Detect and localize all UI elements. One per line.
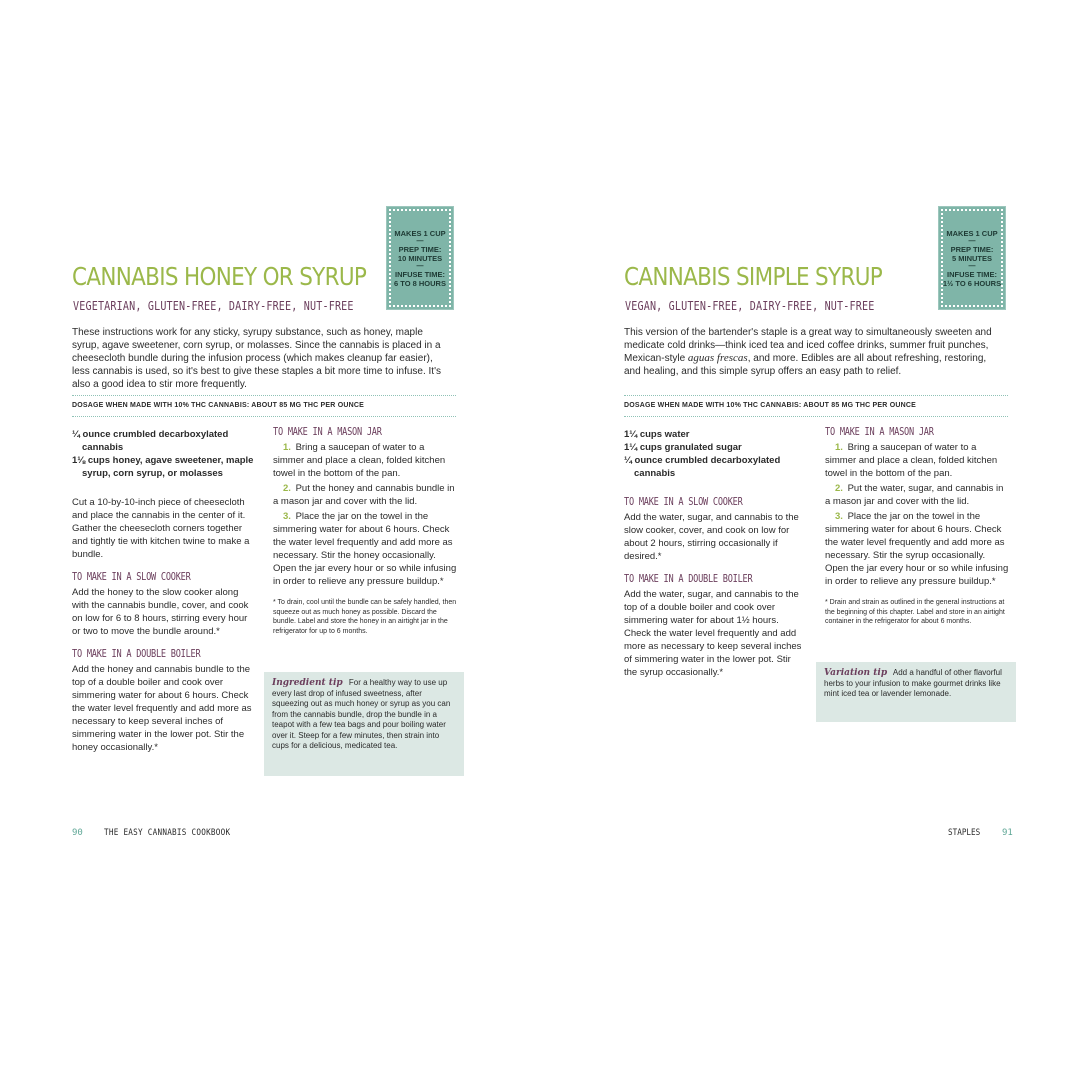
dosage-note: DOSAGE WHEN MADE WITH 10% THC CANNABIS: ABOUT 85 MG THC PER OUNCE [72, 402, 364, 409]
dosage-note: DOSAGE WHEN MADE WITH 10% THC CANNABIS: ABOUT 85 MG THC PER OUNCE [624, 402, 916, 409]
slow-cooker-text: Add the honey to the slow cooker along with the cannabis bundle, cover, and cook on low for 6 to 8 hours, stirring every hour or two to move the bundle around.* [72, 587, 249, 637]
dotted-divider [624, 395, 1008, 396]
recipe-info-box [386, 206, 454, 310]
right-page [540, 0, 1080, 1080]
separator: — [968, 237, 976, 245]
mason-jar-steps [273, 441, 457, 588]
step-number: 2. [835, 483, 843, 494]
dotted-divider [72, 416, 456, 417]
tip-label: Variation tip [824, 668, 888, 678]
step-text: Bring a saucepan of water to a simmer and place a clean, folded kitchen towel in the bottom of the pan. [273, 442, 446, 479]
separator: — [416, 262, 424, 270]
mason-jar-heading: TO MAKE IN A MASON JAR [273, 426, 382, 438]
recipe-info-box [938, 206, 1006, 310]
left-column [624, 428, 806, 689]
tip-label: Ingredient tip [272, 678, 343, 688]
mason-jar-heading: TO MAKE IN A MASON JAR [825, 426, 934, 438]
variation-tip-box [816, 662, 1016, 722]
left-column [72, 428, 254, 764]
step-item [825, 482, 1009, 508]
step-item [273, 510, 457, 588]
step-text: Place the jar on the towel in the simmering water for about 6 hours. Check the water level frequently and add more as necessary. Stir the syrup occasionally. Open the jar every hour or so while infusing in order to relieve any pressure buildup.* [825, 511, 1009, 587]
recipe-title: CANNABIS SIMPLE SYRUP [624, 262, 883, 291]
ingredient-list [624, 428, 806, 480]
slow-cooker-text: Add the water, sugar, and cannabis to the slow cooker, cover, and cook on low for about 2 hours, stirring occasionally if desired.* [624, 512, 799, 562]
tip-text: For a healthy way to use up every last drop of infused sweetness, after squeezing out as much honey or syrup as you can from the cannabis bundle, drop the bundle in a teapot with a few tea bags and pour boiling water over it. Steep for a few minutes, then strain into cups for a delicious, medicated tea. [272, 678, 451, 750]
step-number: 3. [835, 511, 843, 522]
tip-text: Add a handful of other flavorful herbs to your infusion to make gourmet drinks like mint iced tea or lavender lemonade. [824, 668, 1002, 698]
footnote: * Drain and strain as outlined in the general instructions at the beginning of this chapter. Label and store in an airtight container in the refrigerator for about 6 months. [825, 599, 1005, 625]
step-text: Put the honey and cannabis bundle in a mason jar and cover with the lid. [273, 483, 455, 507]
separator: — [968, 262, 976, 270]
prep-time-value: 5 MINUTES [951, 253, 992, 263]
ingredient-item: ¼ ounce crumbled decarboxylated cannabis [72, 429, 229, 453]
right-column [273, 426, 457, 648]
book-title: THE EASY CANNABIS COOKBOOK [104, 828, 231, 838]
step-text: Place the jar on the towel in the simmering water for about 6 hours. Check the water level frequently and add more as necessary. Stir the honey occasionally. Open the jar every hour or so while infusing in order to relieve any pressure buildup.* [273, 511, 457, 587]
step-item [825, 510, 1009, 588]
page-number: 91 [1002, 828, 1013, 838]
infuse-time-label: INFUSE TIME: [947, 269, 997, 279]
step-item [273, 441, 457, 480]
recipe-intro: These instructions work for any sticky, syrupy substance, such as honey, maple syrup, agave sweetener, corn syrup, or molasses. Since the cannabis is placed in a cheesecloth bundle during the infusion process (which makes cleanup far easier), less cannabis is used, so it's best to give these staples a bit more time to infuse. It's also a good idea to stir more frequently. [72, 327, 441, 390]
infuse-time-value: 1½ TO 6 HOURS [942, 278, 1002, 288]
step-item [273, 482, 457, 508]
yield-text: MAKES 1 CUP [946, 228, 998, 238]
recipe-intro [624, 326, 1002, 378]
prep-time-label: PREP TIME: [950, 244, 994, 254]
step-number: 1. [835, 442, 843, 453]
yield-text: MAKES 1 CUP [394, 228, 446, 238]
double-boiler-heading: TO MAKE IN A DOUBLE BOILER [72, 648, 201, 660]
prep-time-label: PREP TIME: [398, 244, 442, 254]
recipe-diet-tags: VEGETARIAN, GLUTEN-FREE, DAIRY-FREE, NUT-FREE [73, 299, 354, 313]
section-title: STAPLES [948, 828, 981, 838]
recipe-title: CANNABIS HONEY OR SYRUP [72, 262, 367, 291]
right-column [825, 426, 1009, 639]
ingredient-item: ¼ ounce crumbled decarboxylated cannabis [624, 455, 781, 479]
infuse-time-label: INFUSE TIME: [395, 269, 445, 279]
double-boiler-text: Add the water, sugar, and cannabis to the top of a double boiler and cook over simmering water for about 1½ hours. Check the water level frequently and add more as necessary to keep several inches of simmering water in the lower pot. Stir the syrup occasionally.* [624, 589, 802, 678]
double-boiler-text: Add the honey and cannabis bundle to the top of a double boiler and cook over simmering water for about 6 hours. Check the water level frequently and add more as necessary to keep several inches of simmering water in the lower pot. Stir the honey occasionally.* [72, 664, 252, 753]
step-number: 2. [283, 483, 291, 494]
footnote: * To drain, cool until the bundle can be safely handled, then squeeze out as much honey as possible. Discard the bundle. Label and store the honey in an airtight jar in the refrigerator for up to 6 months. [273, 599, 457, 635]
step-text: Bring a saucepan of water to a simmer and place a clean, folded kitchen towel in the bottom of the pan. [825, 442, 998, 479]
prep-time-value: 10 MINUTES [397, 253, 443, 263]
intro-italic-text: aguas frescas [687, 352, 748, 364]
recipe-diet-tags: VEGAN, GLUTEN-FREE, DAIRY-FREE, NUT-FREE [625, 299, 875, 313]
page-number: 90 [72, 828, 83, 838]
separator: — [416, 237, 424, 245]
step-number: 3. [283, 511, 291, 522]
prep-paragraph: Cut a 10-by-10-inch piece of cheesecloth and place the cannabis in the center of it. Gather the cheesecloth corners together and tightly tie with kitchen twine to make a bundle. [72, 497, 250, 560]
intro-text: , and more. Edibles are all about refreshing, restoring, and healing, and this simple syrup offers an easy path to relief. [624, 353, 987, 377]
ingredient-item: 1¼ cups water [624, 429, 690, 440]
mason-jar-steps [825, 441, 1009, 588]
step-number: 1. [283, 442, 291, 453]
ingredient-list [72, 428, 254, 480]
double-boiler-heading: TO MAKE IN A DOUBLE BOILER [624, 573, 753, 585]
step-text: Put the water, sugar, and cannabis in a mason jar and cover with the lid. [825, 483, 1004, 507]
slow-cooker-heading: TO MAKE IN A SLOW COOKER [624, 496, 743, 508]
ingredient-item: 1¼ cups granulated sugar [624, 442, 742, 453]
infuse-time-value: 6 TO 8 HOURS [394, 278, 446, 288]
step-item [825, 441, 1009, 480]
intro-text: This version of the bartender's staple is a great way to simultaneously sweeten and medicate cold drinks—think iced tea and iced coffee drinks, summer fruit punches, Mexican-style [624, 327, 992, 364]
dotted-divider [624, 416, 1008, 417]
dotted-divider [72, 395, 456, 396]
ingredient-item: 1⅛ cups honey, agave sweetener, maple syrup, corn syrup, or molasses [72, 455, 254, 479]
slow-cooker-heading: TO MAKE IN A SLOW COOKER [72, 571, 191, 583]
ingredient-tip-box [264, 672, 464, 776]
